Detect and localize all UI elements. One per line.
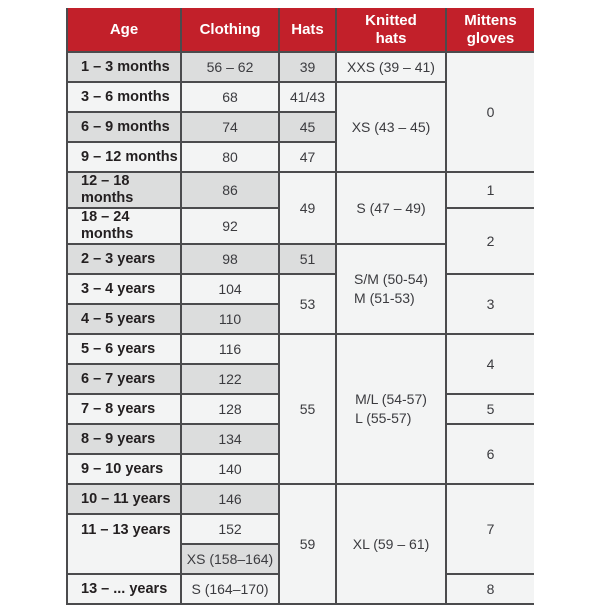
clothing-cell: 68 [181, 82, 279, 112]
mittens-gloves-cell: 6 [446, 424, 534, 484]
age-cell: 9 – 10 years [67, 454, 181, 484]
clothing-cell: 152 [181, 514, 279, 544]
knitted-hats-cell: XS (43 – 45) [336, 82, 446, 172]
mittens-gloves-cell: 2 [446, 208, 534, 274]
hats-cell: 49 [279, 172, 336, 244]
mittens-gloves-cell: 5 [446, 394, 534, 424]
age-cell: 1 – 3 months [67, 52, 181, 82]
knitted-hats-cell: XXS (39 – 41) [336, 52, 446, 82]
column-header-hats: Hats [279, 8, 336, 52]
clothing-cell: 98 [181, 244, 279, 274]
age-cell: 5 – 6 years [67, 334, 181, 364]
clothing-cell: 122 [181, 364, 279, 394]
column-header-knitted-hats [336, 8, 446, 52]
clothing-cell: 140 [181, 454, 279, 484]
mittens-gloves-cell: 3 [446, 274, 534, 334]
header-row [67, 8, 534, 52]
mittens-gloves-cell: 8 [446, 574, 534, 604]
clothing-cell: 116 [181, 334, 279, 364]
hats-cell: 47 [279, 142, 336, 172]
column-header-age: Age [67, 8, 181, 52]
age-cell: 11 – 13 years [67, 514, 181, 574]
mittens-gloves-cell: 7 [446, 484, 534, 574]
age-cell: 8 – 9 years [67, 424, 181, 454]
age-cell: 4 – 5 years [67, 304, 181, 334]
header-mittens-line2: gloves [466, 29, 515, 47]
hats-cell: 51 [279, 244, 336, 274]
age-cell: 9 – 12 months [67, 142, 181, 172]
clothing-cell: S (164–170) [181, 574, 279, 604]
clothing-cell: 86 [181, 172, 279, 208]
age-cell: 3 – 4 years [67, 274, 181, 304]
clothing-cell: 80 [181, 142, 279, 172]
table-row [67, 334, 534, 364]
clothing-cell: XS (158–164) [181, 544, 279, 574]
knitted-size-line1: M/L (54-57) [355, 391, 427, 407]
knitted-hats-sizes [354, 270, 428, 308]
clothing-cell: 56 – 62 [181, 52, 279, 82]
age-cell: 7 – 8 years [67, 394, 181, 424]
age-cell: 12 – 18 months [67, 172, 181, 208]
mittens-gloves-cell: 1 [446, 172, 534, 208]
header-knitted-line1: Knitted [365, 11, 417, 29]
clothing-cell: 134 [181, 424, 279, 454]
knitted-hats-cell: XL (59 – 61) [336, 484, 446, 604]
column-header-mittens-gloves [446, 8, 534, 52]
table-row [67, 274, 534, 304]
knitted-hats-cell [336, 334, 446, 484]
table-row [67, 484, 534, 514]
clothing-cell: 74 [181, 112, 279, 142]
hats-cell: 45 [279, 112, 336, 142]
knitted-hats-cell [336, 244, 446, 334]
hats-cell: 41/43 [279, 82, 336, 112]
age-cell: 6 – 7 years [67, 364, 181, 394]
hats-cell: 39 [279, 52, 336, 82]
header-mittens-line1: Mittens [464, 11, 517, 29]
clothing-cell: 128 [181, 394, 279, 424]
age-cell: 2 – 3 years [67, 244, 181, 274]
knitted-size-line1: S/M (50-54) [354, 271, 428, 287]
hats-cell: 59 [279, 484, 336, 604]
knitted-hats-sizes [355, 390, 427, 428]
clothing-cell: 146 [181, 484, 279, 514]
knitted-hats-cell: S (47 – 49) [336, 172, 446, 244]
hats-cell: 55 [279, 334, 336, 484]
table-row [67, 52, 534, 82]
clothing-cell: 104 [181, 274, 279, 304]
knitted-size-line2: L (55-57) [355, 410, 412, 426]
column-header-clothing: Clothing [181, 8, 279, 52]
clothing-cell: 92 [181, 208, 279, 244]
size-chart-table [66, 8, 534, 605]
age-cell: 13 – ... years [67, 574, 181, 604]
age-cell: 18 – 24 months [67, 208, 181, 244]
age-cell: 3 – 6 months [67, 82, 181, 112]
mittens-gloves-cell: 4 [446, 334, 534, 394]
age-cell: 6 – 9 months [67, 112, 181, 142]
age-cell: 10 – 11 years [67, 484, 181, 514]
knitted-size-line2: M (51-53) [354, 290, 415, 306]
header-knitted-line2: hats [375, 29, 407, 47]
table-row [67, 172, 534, 208]
hats-cell: 53 [279, 274, 336, 334]
mittens-gloves-cell: 0 [446, 52, 534, 172]
clothing-cell: 110 [181, 304, 279, 334]
